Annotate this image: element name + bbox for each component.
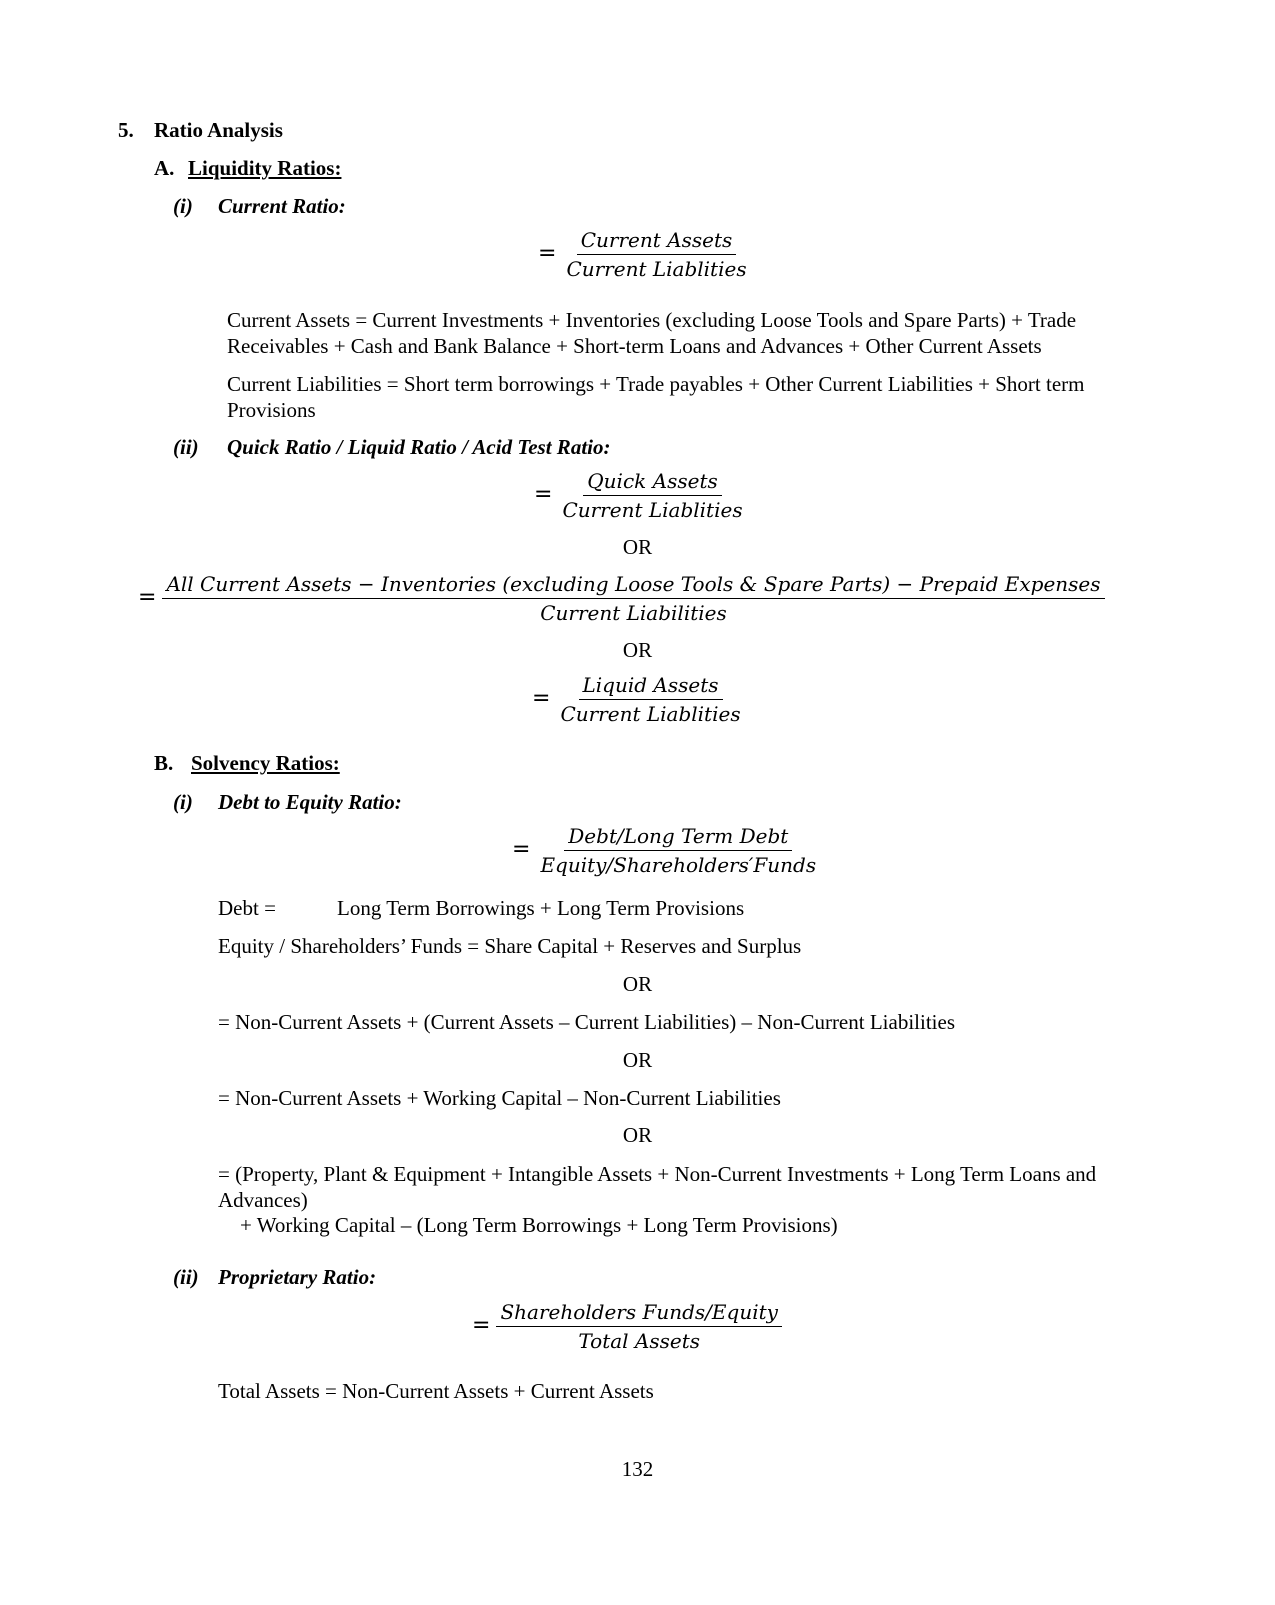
equity-alternative-3-continued: + Working Capital – (Long Term Borrowings + Long Term Provisions) <box>240 1213 838 1237</box>
formula-numerator: Current Assets <box>577 226 737 255</box>
formula-denominator: Total Assets <box>578 1329 701 1353</box>
solvency-heading: Solvency Ratios: <box>191 751 340 775</box>
or-separator: OR <box>622 535 653 559</box>
equals-sign: = <box>538 241 557 267</box>
or-separator: OR <box>622 1048 653 1072</box>
equity-definition: Equity / Shareholders’ Funds = Share Capital + Reserves and Surplus <box>218 934 802 958</box>
formula-numerator: Shareholders Funds/Equity <box>496 1298 782 1327</box>
page-number: 132 <box>621 1457 654 1481</box>
equity-alternative-2: = Non-Current Assets + Working Capital – Non-Current Liabilities <box>218 1086 781 1110</box>
debt-equity-label: (i) <box>173 790 193 814</box>
debt-label: Debt = <box>218 896 276 920</box>
or-separator: OR <box>622 1123 653 1147</box>
formula-numerator: Quick Assets <box>583 467 721 496</box>
quick-ratio-formula-3 <box>532 671 745 728</box>
section-number: 5. <box>118 118 134 142</box>
current-liabilities-definition: Current Liabilities = Short term borrowings + Trade payables + Other Current Liabilities + Short term Provisions <box>227 372 1085 422</box>
liquidity-heading: Liquidity Ratios: <box>188 156 342 180</box>
debt-definition: Long Term Borrowings + Long Term Provisions <box>337 896 745 920</box>
formula-denominator: Current Liablities <box>566 257 747 281</box>
formula-denominator: Equity/Shareholders′Funds <box>540 853 817 877</box>
formula-denominator: Current Liabilities <box>540 601 727 625</box>
formula-denominator: Current Liablities <box>562 498 743 522</box>
proprietary-ratio-title: Proprietary Ratio: <box>218 1265 377 1289</box>
equals-sign: = <box>534 482 553 508</box>
solvency-letter: B. <box>154 751 174 775</box>
current-ratio-title: Current Ratio: <box>218 194 346 218</box>
current-ratio-label: (i) <box>173 194 193 218</box>
total-assets-definition: Total Assets = Non-Current Assets + Current Assets <box>218 1379 654 1403</box>
liquidity-letter: A. <box>154 156 175 180</box>
current-assets-definition: Current Assets = Current Investments + Inventories (excluding Loose Tools and Spare Parts) + Trade Receivables + Cash and Bank Balance + Short-term Loans and Advances + Other Current Assets <box>227 308 1077 358</box>
equity-alternative-3: = (Property, Plant & Equipment + Intangible Assets + Non-Current Investments + Long Term Loans and Advances) <box>218 1162 1097 1212</box>
equals-sign: = <box>472 1313 491 1339</box>
proprietary-ratio-label: (ii) <box>173 1265 199 1289</box>
quick-ratio-formula-2 <box>138 570 1105 627</box>
or-separator: OR <box>622 972 653 996</box>
quick-ratio-title: Quick Ratio / Liquid Ratio / Acid Test Ratio: <box>227 435 611 459</box>
section-title: Ratio Analysis <box>154 118 283 142</box>
equity-alternative-1: = Non-Current Assets + (Current Assets – Current Liabilities) – Non-Current Liabilities <box>218 1010 955 1034</box>
proprietary-ratio-formula <box>472 1298 782 1355</box>
or-separator: OR <box>622 638 653 662</box>
formula-numerator: Liquid Assets <box>579 671 723 700</box>
formula-denominator: Current Liablities <box>560 702 741 726</box>
debt-equity-formula <box>512 822 820 879</box>
equals-sign: = <box>138 585 157 611</box>
formula-numerator: Debt/Long Term Debt <box>564 822 792 851</box>
formula-numerator: All Current Assets − Inventories (excluding Loose Tools & Spare Parts) − Prepaid Expenses <box>162 570 1104 599</box>
debt-equity-title: Debt to Equity Ratio: <box>218 790 402 814</box>
quick-ratio-label: (ii) <box>173 435 199 459</box>
equals-sign: = <box>512 837 531 863</box>
equals-sign: = <box>532 686 551 712</box>
current-ratio-formula <box>538 226 751 283</box>
quick-ratio-formula-1 <box>534 467 747 524</box>
